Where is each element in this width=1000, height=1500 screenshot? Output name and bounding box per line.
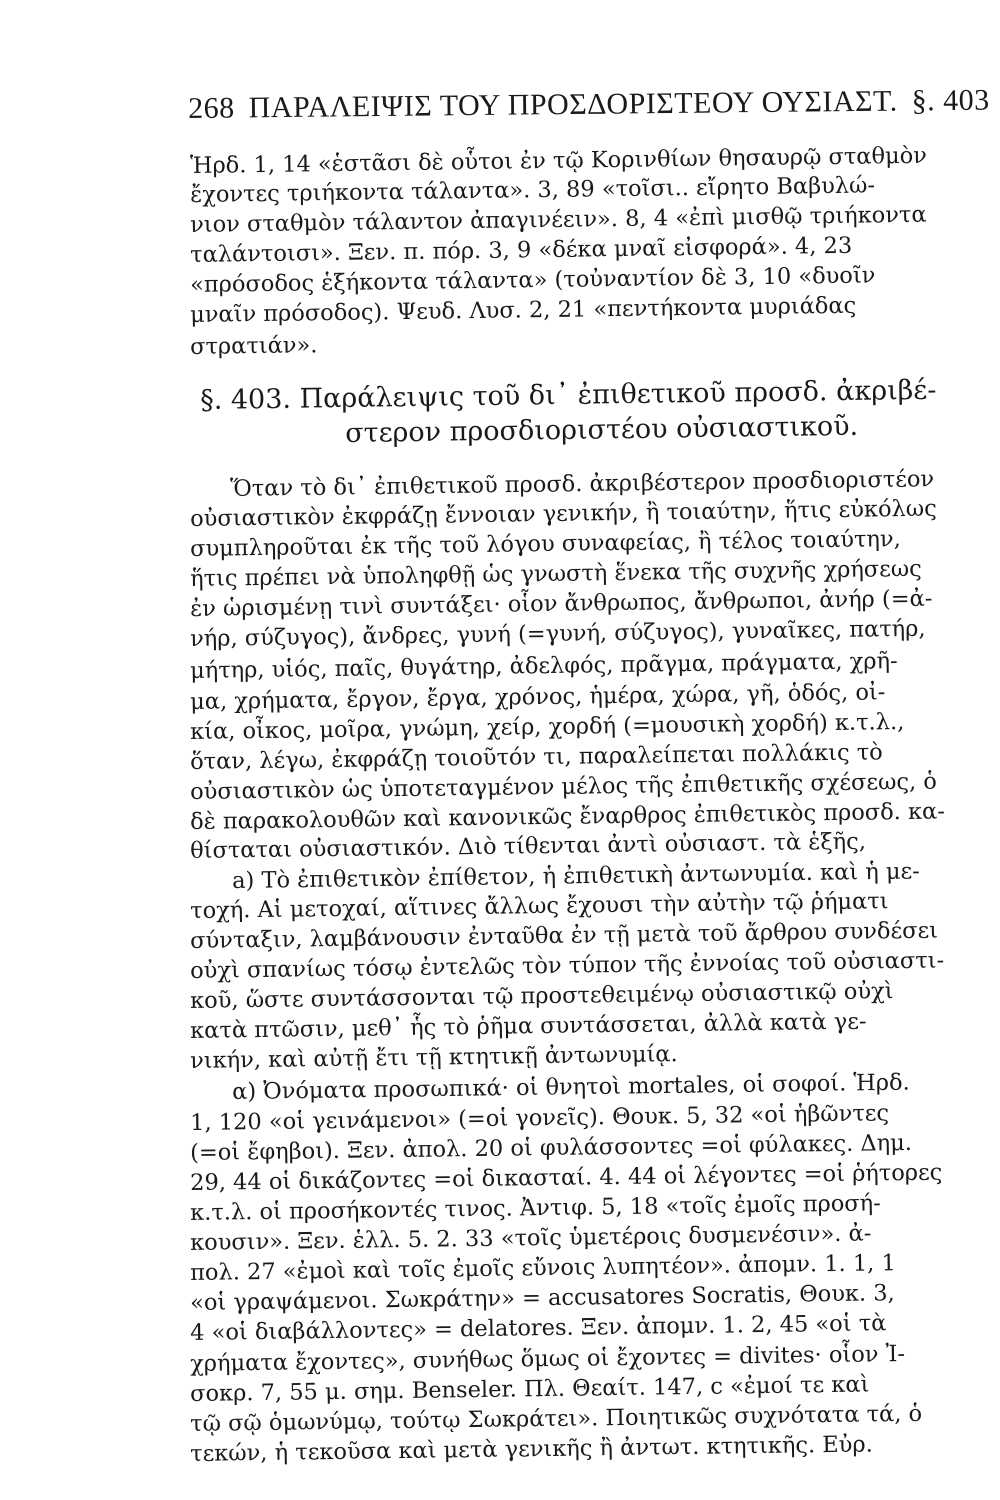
text-line: ταλάντοισι». Ξεν. π. πόρ. 3, 9 «δέκα μναῖ εἰσφορά». 4, 23 [189,232,853,268]
text-line: «οἱ γραψάμενοι. Σωκράτην» = accusatores Socratis, Θουκ. 3, [189,1280,895,1316]
text-line: οὐσιαστικὸν ὡς ὑποτεταγμένον μέλος τῆς ἐπιθετικῆς σχέσεως, ὁ [189,768,938,805]
text-line: στρατιάν». [189,332,318,360]
text-line: μναῖν πρόσοδος). Ψευδ. Λυσ. 2, 21 «πεντήκοντα μυριάδας [189,292,857,328]
text-line: ἐν ὡρισμένῃ τινὶ συντάξει· οἷον ἄνθρωπος, ἄνθρωποι, ἀνήρ (=ἀ- [189,585,933,622]
section-title-line-2: στερον προσδιοριστέου οὐσιαστικοῦ. [345,410,859,449]
text-line: a) Τὸ ἐπιθετικὸν ἐπίθετον, ἡ ἐπιθετικὴ ἀντωνυμία. καὶ ἡ με- [231,858,920,894]
text-line: ὅταν, λέγω, ἐκφράζῃ τοιοῦτόν τι, παραλείπεται πολλάκις τὸ [189,739,883,775]
text-line: θίσταται οὐσιαστικόν. Διὸ τίθενται ἀντὶ οὐσιαστ. τὰ ἑξῆς, [189,828,867,864]
text-line: ἔχοντες τριήκοντα τάλαντα». 3, 89 «τοῖσι.. εἴρητο Βαβυλώ- [189,172,876,208]
text-line: «πρόσοδος ἑξήκοντα τάλαντα» (τοὐναντίον δὲ 3, 10 «δυοῖν [189,262,876,298]
text-line: κατὰ πτῶσιν, μεθ᾽ ἧς τὸ ῥῆμα συντάσσεται, ἀλλὰ κατὰ γε- [189,1008,867,1044]
text-line: Ὅταν τὸ δι᾽ ἐπιθετικοῦ προσδ. ἀκριβέστερον προσδιοριστέον [229,466,935,502]
text-line: κία, οἶκος, μοῖρα, γνώμη, χείρ, χορδή (=μουσικὴ χορδή) κ.τ.λ., [189,709,905,745]
text-line: τοχή. Αἱ μετοχαί, αἵτινες ἄλλως ἔχουσι τὴν αὐτὴν τῷ ῥήματι [189,888,889,924]
text-line: 1, 120 «οἱ γεινάμενοι» (=οἱ γονεῖς). Θουκ. 5, 32 «οἱ ἡβῶντες [189,1100,890,1136]
text-line: οὐσιαστικὸν ἐκφράζῃ ἔννοιαν γενικήν, ἢ τοιαύτην, ἥτις εὐκόλως [189,495,937,532]
text-line: ἥτις πρέπει νὰ ὑποληφθῇ ὡς γνωστὴ ἕνεκα τῆς συχνῆς χρήσεως [189,555,922,592]
section-reference: §. 403 [911,83,990,118]
text-line: κουσιν». Ξεν. ἑλλ. 5. 2. 33 «τοῖς ὑμετέροις δυσμενέσιν». ἀ- [189,1220,872,1256]
text-line: σοκρ. 7, 55 μ. σημ. Benseler. Πλ. Θεαίτ. 147, c «ἐμοί τε καὶ [189,1371,870,1407]
text-line: πολ. 27 «ἐμοὶ καὶ τοῖς ἐμοῖς εὔνοις λυπητέον». ἀπομν. 1. 1, 1 [189,1250,896,1286]
running-header [188,83,990,126]
text-line: σύνταξιν, λαμβάνουσιν ἐνταῦθα ἐν τῇ μετὰ τοῦ ἄρθρου συνδέσει [189,917,939,954]
text-line: μα, χρήματα, ἔργον, ἔργα, χρόνος, ἡμέρα, χώρα, γῆ, ὁδός, οἰ- [189,679,886,715]
running-title: ΠΑΡΑΛΕΙΨΙΣ ΤΟΥ ΠΡΟΣΔΟΡΙΣΤΕΟΥ ΟΥΣΙΑΣΤ. [248,84,898,125]
text-line: κ.τ.λ. οἱ προσήκοντές τινος. Ἀντιφ. 5, 18 «τοῖς ἐμοῖς προσή- [189,1190,881,1226]
text-line: 4 «οἱ διαβάλλοντες» = delatores. Ξεν. ἀπομν. 1. 2, 45 «οἱ τὰ [189,1310,887,1346]
text-line: δὲ παρακολουθῶν καὶ κανονικῶς ἔναρθρος ἐπιθετικὸς προσδ. κα- [189,798,946,835]
page-number: 268 [188,91,235,125]
text-line: νιον σταθμὸν τάλαντον ἀπαγινέειν». 8, 4 «ἐπὶ μισθῷ τριήκοντα [189,201,927,238]
text-line: τῷ σῷ ὁμωνύμῳ, τούτῳ Σωκράτει». Ποιητικῶς συχνότατα τά, ὁ [189,1400,923,1437]
text-line: 29, 44 οἱ δικάζοντες =οἱ δικασταί. 4. 44 οἱ λέγοντες =οἱ ῥήτορες [189,1159,943,1196]
text-line: μήτηρ, υἱός, παῖς, θυγάτηρ, ἀδελφός, πρᾶγμα, πράγματα, χρῆ- [189,648,898,684]
text-line: κοῦ, ὥστε συντάσσονται τῷ προστεθειμένῳ οὐσιαστικῷ οὐχὶ [189,978,894,1014]
text-line: συμπληροῦται ἐκ τῆς τοῦ λόγου συναφείας, ἢ τέλος τοιαύτην, [189,526,901,562]
text-line: νήρ, σύζυγος), ἄνδρες, γυνή (=γυνή, σύζυγος), γυναῖκες, πατήρ, [189,615,926,652]
text-line: Ἡρδ. 1, 14 «ἑστᾶσι δὲ οὗτοι ἐν τῷ Κορινθίων θησαυρῷ σταθμὸν [189,142,928,179]
text-line: α) Ὀνόματα προσωπικά· οἱ θνητοὶ mortales, οἱ σοφοί. Ἡρδ. [231,1069,910,1105]
text-line: (=οἱ ἔφηβοι). Ξεν. ἀπολ. 20 οἱ φυλάσσοντες =οἱ φύλακες. Δημ. [189,1129,913,1166]
section-title-line-1: §. 403. Παράλειψις τοῦ δι᾽ ἐπιθετικοῦ προσδ. ἀκριβέ- [200,374,937,416]
text-line: νικήν, καὶ αὐτῇ ἔτι τῇ κτητικῇ ἀντωνυμίᾳ. [189,1041,678,1074]
text-line: χρήματα ἔχοντες», συνήθως ὅμως οἱ ἔχοντες = divites· οἷον Ἰ- [189,1341,906,1377]
text-line: οὐχὶ σπανίως τόσῳ ἐντελῶς τὸν τύπον τῆς ἐννοίας τοῦ οὐσιαστι- [189,947,945,984]
text-line: τεκών, ἡ τεκοῦσα καὶ μετὰ γενικῆς ἢ ἀντωτ. κτητικῆς. Εὐρ. [189,1431,873,1467]
